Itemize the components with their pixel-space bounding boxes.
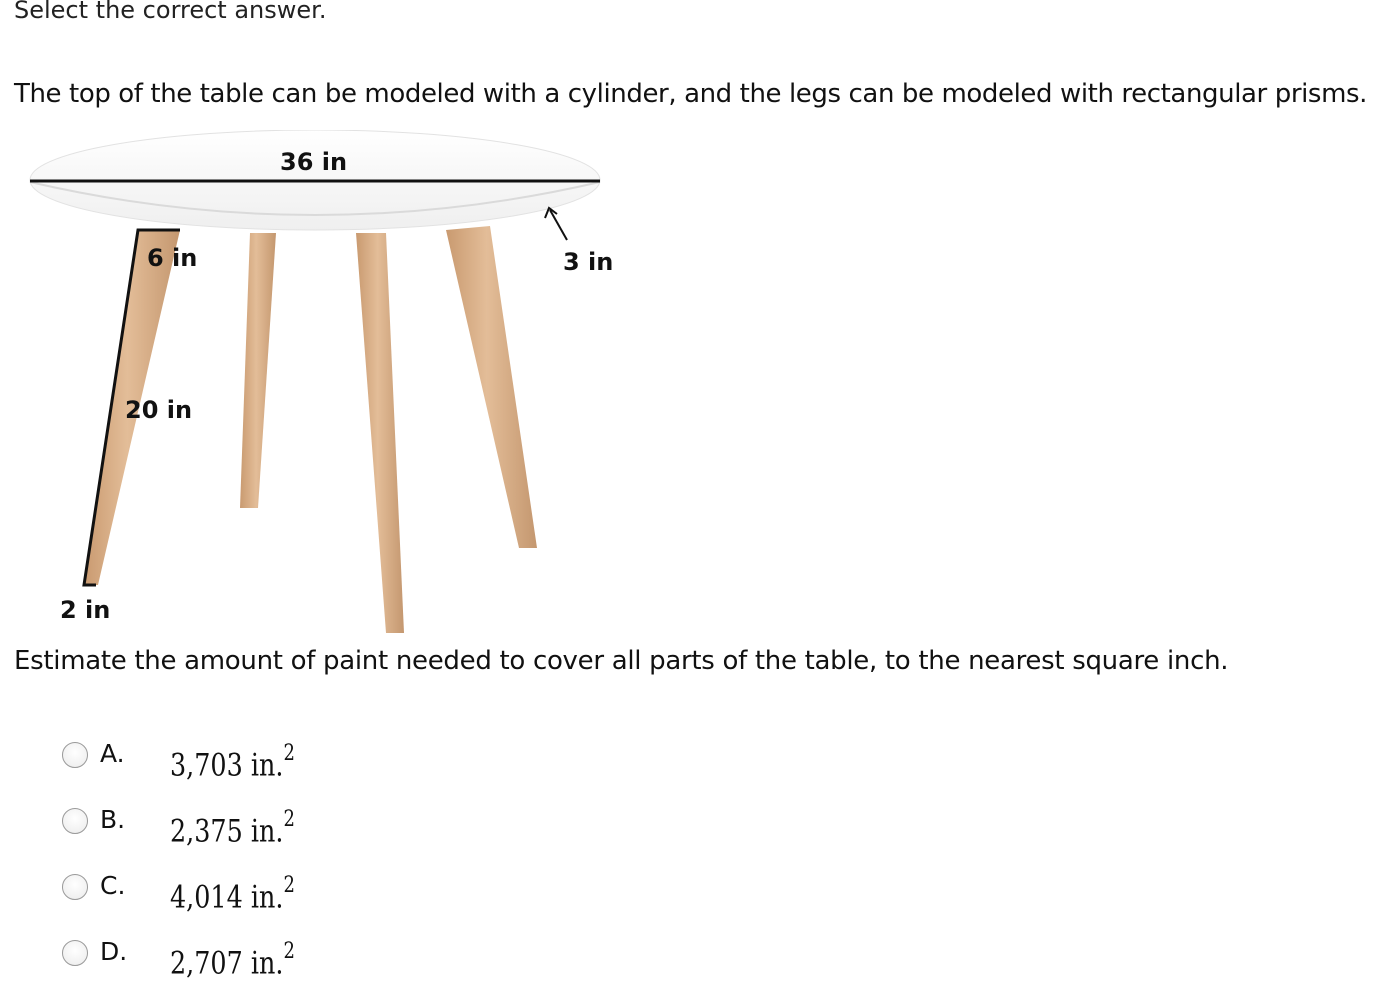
table-leg-front-center xyxy=(356,233,404,633)
label-leg-width: 6 in xyxy=(147,244,198,272)
choice-a[interactable] xyxy=(62,724,362,790)
choice-letter: D. xyxy=(100,937,128,966)
table-leg-right xyxy=(446,226,537,548)
radio-button[interactable] xyxy=(62,742,88,768)
label-diameter: 36 in xyxy=(280,148,348,176)
radio-button[interactable] xyxy=(62,940,88,966)
answer-choices xyxy=(62,724,362,988)
choice-letter: A. xyxy=(100,739,125,768)
choice-value: 2,707 in.$^2$ xyxy=(170,939,295,982)
problem-prompt: The top of the table can be modeled with a cylinder, and the legs can be modeled with rectangular prisms. xyxy=(14,79,1368,109)
label-leg-length: 20 in xyxy=(125,396,193,424)
label-leg-depth: 2 in xyxy=(60,596,111,624)
table-leg-back-left xyxy=(240,233,276,508)
choice-value: 2,375 in.$^2$ xyxy=(170,807,295,850)
radio-button[interactable] xyxy=(62,808,88,834)
choice-value: 4,014 in.$^2$ xyxy=(170,873,295,916)
choice-letter: B. xyxy=(100,805,126,834)
thickness-arrow xyxy=(550,210,567,240)
table-illustration xyxy=(0,130,660,640)
question-text: Estimate the amount of paint needed to cover all parts of the table, to the nearest square inch. xyxy=(14,646,1229,676)
choice-letter: C. xyxy=(100,871,126,900)
choice-d[interactable] xyxy=(62,922,362,988)
choice-value: 3,703 in.$^2$ xyxy=(170,741,295,784)
table-diagram xyxy=(0,130,660,640)
instruction-text: Select the correct answer. xyxy=(14,0,327,24)
choice-c[interactable] xyxy=(62,856,362,922)
radio-button[interactable] xyxy=(62,874,88,900)
choice-b[interactable] xyxy=(62,790,362,856)
label-thickness: 3 in xyxy=(563,248,614,276)
